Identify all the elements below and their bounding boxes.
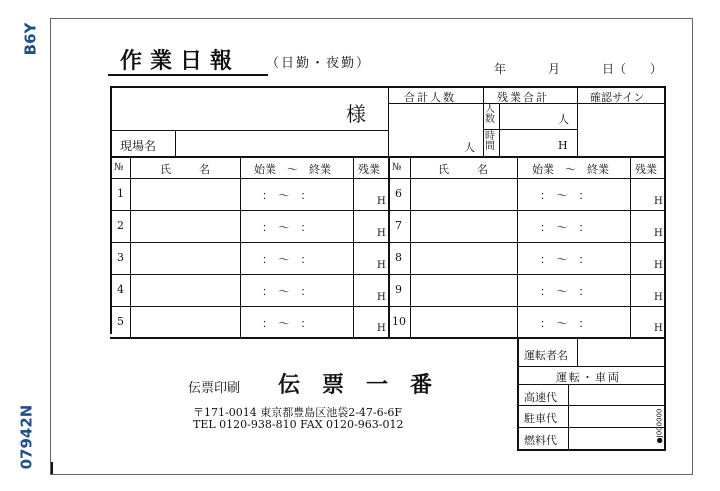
vehicle-left-border [517, 338, 519, 450]
left-col-time-divider [353, 156, 354, 338]
fuel-label: 燃料代 [524, 434, 557, 447]
serial-number: ●J000000 [655, 408, 664, 444]
row-time: ： ～ ： [540, 221, 590, 234]
row-unit: H [377, 228, 386, 239]
table-center-divider [388, 156, 390, 338]
overtime-mid-line [483, 129, 577, 130]
right-name-header: 氏 名 [438, 163, 490, 176]
publisher-prefix: 伝票印刷 [188, 381, 241, 396]
driver-divider [577, 338, 578, 366]
overtime-hour-unit: H [558, 139, 568, 152]
title-underline [108, 74, 268, 76]
right-time-header: 始業 ～ 終業 [532, 163, 609, 176]
total-people-unit: 人 [464, 141, 475, 154]
driver-line [517, 366, 664, 367]
left-overtime-header: 残業 [358, 163, 380, 176]
page-title: 作業日報 [120, 48, 241, 74]
customer-line [110, 130, 388, 131]
row-unit: H [377, 323, 386, 334]
right-col-time-divider [630, 156, 631, 338]
publisher-phone: TEL 0120-938-810 FAX 0120-963-012 [193, 418, 404, 431]
vehicle-header-line [517, 384, 664, 385]
confirm-sign-label: 確認サイン [590, 91, 645, 104]
row-no: 2 [117, 219, 124, 232]
right-col-no-divider [410, 156, 411, 338]
row-unit: H [377, 260, 386, 271]
row-unit: H [377, 292, 386, 303]
row-unit: H [654, 260, 663, 271]
site-divider [175, 130, 176, 156]
row-line-4 [110, 306, 665, 307]
row-time: ： ～ ： [540, 253, 590, 266]
row-no: 8 [395, 251, 402, 264]
parking-label: 駐車代 [524, 412, 557, 425]
row-no: 4 [117, 283, 124, 296]
row-time: ： ～ ： [262, 253, 312, 266]
toll-label: 高速代 [524, 391, 557, 404]
row-unit: H [654, 196, 663, 207]
confirm-divider [577, 86, 578, 156]
left-col-no-divider [130, 156, 131, 338]
vehicle-bottom-border [517, 449, 666, 451]
left-time-header: 始業 ～ 終業 [254, 163, 331, 176]
row-unit: H [377, 196, 386, 207]
date-year-label: 年 [494, 62, 507, 76]
row-no: 9 [395, 283, 402, 296]
row-no: 6 [395, 187, 402, 200]
right-col-name-divider [517, 156, 518, 338]
vehicle-right-border [664, 334, 666, 450]
form-code-bottom: 07942N [17, 404, 36, 470]
row-no: 1 [117, 187, 124, 200]
fees-divider [568, 384, 569, 450]
row-no: 7 [395, 219, 402, 232]
top-middle-divider [388, 86, 389, 156]
shift-subtitle: （日勤・夜勤） [266, 56, 372, 71]
driver-vehicle-label: 運転・車両 [556, 371, 621, 384]
row-line-3 [110, 274, 665, 275]
row-time: ： ～ ： [262, 221, 312, 234]
left-name-header: 氏 名 [160, 163, 212, 176]
left-col-name-divider [240, 156, 241, 338]
publisher-address: 〒171-0014 東京都豊島区池袋2-47-6-6F [193, 406, 402, 419]
left-no-header: № [114, 162, 124, 173]
site-label: 現場名 [120, 139, 157, 153]
driver-label: 運転者名 [524, 349, 568, 362]
row-time: ： ～ ： [540, 189, 590, 202]
form-code-top: B6Y [21, 22, 40, 56]
parking-line [517, 427, 664, 428]
row-time: ： ～ ： [262, 317, 312, 330]
row-line-1 [110, 210, 665, 211]
row-line-2 [110, 242, 665, 243]
row-unit: H [654, 292, 663, 303]
row-time: ： ～ ： [262, 285, 312, 298]
publisher-name: 伝 票 一 番 [278, 372, 433, 398]
row-time: ： ～ ： [540, 317, 590, 330]
row-no: 5 [117, 315, 124, 328]
table-bottom-border [110, 337, 665, 339]
row-unit: H [654, 228, 663, 239]
row-no: 10 [392, 315, 406, 328]
row-unit: H [654, 323, 663, 334]
total-people-label: 合計人数 [404, 91, 456, 104]
right-no-header: № [392, 162, 402, 173]
overtime-total-label: 残業合計 [497, 91, 549, 104]
row-time: ： ～ ： [262, 189, 312, 202]
row-time: ： ～ ： [540, 285, 590, 298]
people-short-label: 人数 [485, 104, 495, 125]
customer-suffix: 様 [346, 102, 366, 126]
toll-line [517, 405, 664, 406]
overtime-person-unit: 人 [558, 113, 569, 126]
totals-divider [483, 86, 484, 156]
right-overtime-header: 残業 [635, 163, 657, 176]
time-short-label: 時間 [485, 131, 495, 152]
date-month-label: 月 [548, 62, 561, 76]
row-no: 3 [117, 251, 124, 264]
date-day-label: 日（ ） [602, 62, 663, 76]
totals-header-line [388, 103, 664, 104]
